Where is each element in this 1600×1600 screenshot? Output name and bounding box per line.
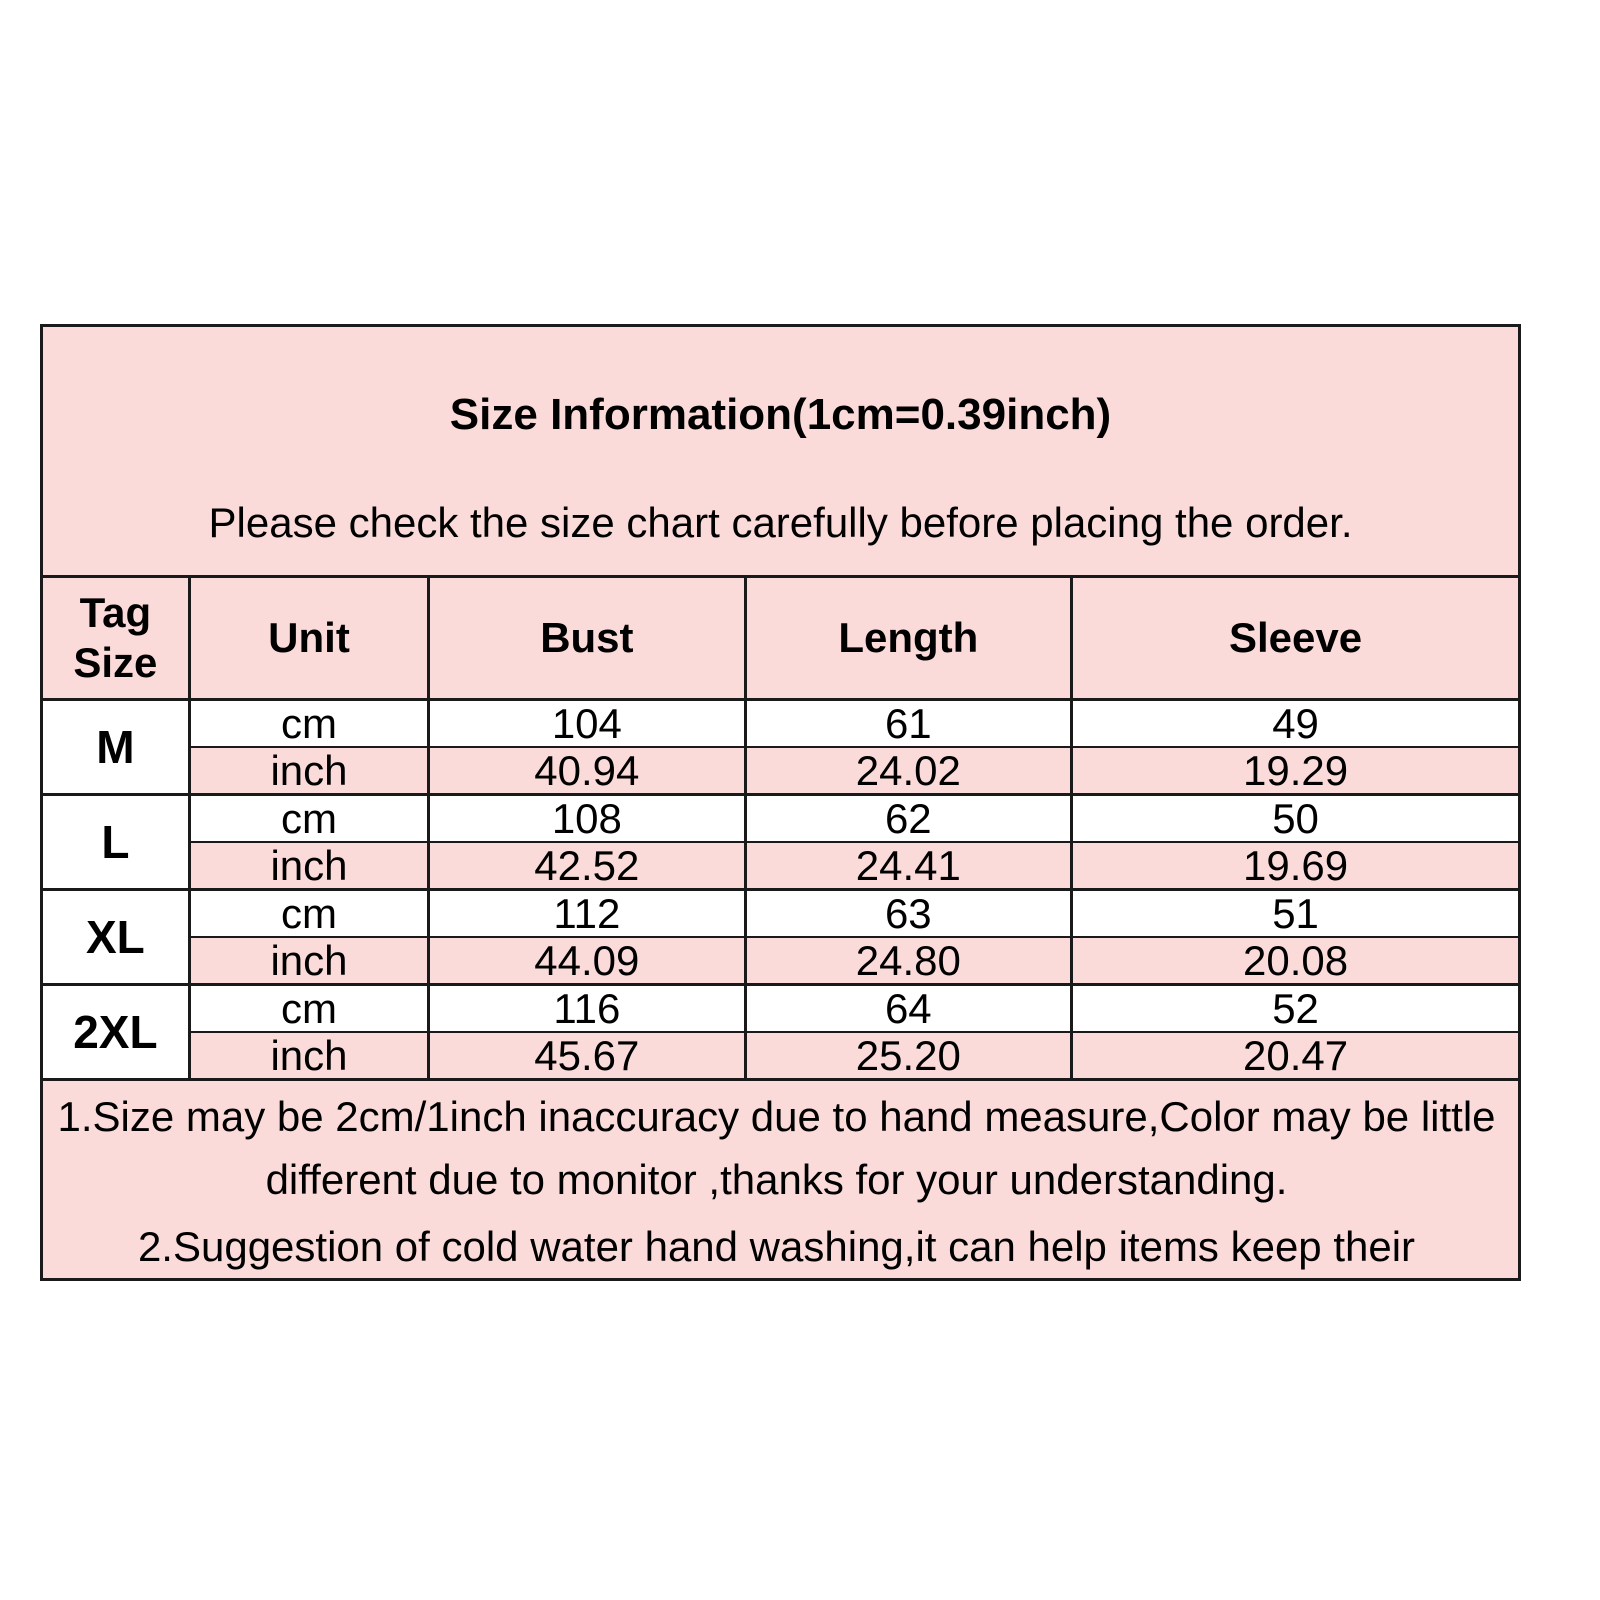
column-header-unit: Unit (189, 577, 428, 700)
length-value: 64 (745, 985, 1072, 1033)
sleeve-value: 52 (1072, 985, 1520, 1033)
column-header-sleeve: Sleeve (1072, 577, 1520, 700)
sleeve-value: 19.69 (1072, 842, 1520, 890)
column-header-bust: Bust (429, 577, 745, 700)
page-title: Size Information(1cm=0.39inch) (449, 390, 1112, 439)
table-row (42, 1032, 1520, 1080)
table-row (42, 842, 1520, 890)
length-value: 24.41 (745, 842, 1072, 890)
bust-value: 108 (429, 795, 745, 843)
length-value: 24.80 (745, 937, 1072, 985)
sleeve-value: 49 (1072, 700, 1520, 748)
tag-size-xl: XL (42, 890, 190, 985)
title-row (42, 326, 1520, 577)
unit-label: inch (189, 747, 428, 795)
bust-value: 112 (429, 890, 745, 938)
sleeve-value: 51 (1072, 890, 1520, 938)
sleeve-value: 20.08 (1072, 937, 1520, 985)
sleeve-value: 19.29 (1072, 747, 1520, 795)
title-block (42, 326, 1520, 577)
notes-row (42, 1080, 1520, 1280)
note-2: 2.Suggestion of cold water hand washing,it can help items keep their (137, 1223, 1416, 1270)
unit-label: cm (189, 700, 428, 748)
table-row (42, 985, 1520, 1033)
bust-value: 116 (429, 985, 745, 1033)
tag-size-l: L (42, 795, 190, 890)
note-1: 1.Size may be 2cm/1inch inaccuracy due to hand measure,Color may be little different due to monitor ,thanks for your understanding. (57, 1093, 1496, 1203)
unit-label: inch (189, 937, 428, 985)
bust-value: 42.52 (429, 842, 745, 890)
unit-label: cm (189, 890, 428, 938)
length-value: 61 (745, 700, 1072, 748)
column-header-row (42, 577, 1520, 700)
table-row (42, 890, 1520, 938)
column-header-tag-size: Tag Size (42, 577, 190, 700)
notes-block (42, 1080, 1520, 1280)
bust-value: 104 (429, 700, 745, 748)
length-value: 24.02 (745, 747, 1072, 795)
unit-label: inch (189, 1032, 428, 1080)
unit-label: cm (189, 795, 428, 843)
bust-value: 40.94 (429, 747, 745, 795)
unit-label: inch (189, 842, 428, 890)
tag-size-2xl: 2XL (42, 985, 190, 1080)
length-value: 63 (745, 890, 1072, 938)
length-value: 25.20 (745, 1032, 1072, 1080)
length-value: 62 (745, 795, 1072, 843)
unit-label: cm (189, 985, 428, 1033)
size-chart-table (40, 324, 1521, 1281)
table-row (42, 747, 1520, 795)
bust-value: 44.09 (429, 937, 745, 985)
tag-size-m: M (42, 700, 190, 795)
subtitle: Please check the size chart carefully before placing the order. (208, 499, 1353, 546)
sleeve-value: 20.47 (1072, 1032, 1520, 1080)
column-header-length: Length (745, 577, 1072, 700)
table-row (42, 700, 1520, 748)
bust-value: 45.67 (429, 1032, 745, 1080)
table-row (42, 937, 1520, 985)
sleeve-value: 50 (1072, 795, 1520, 843)
table-row (42, 795, 1520, 843)
